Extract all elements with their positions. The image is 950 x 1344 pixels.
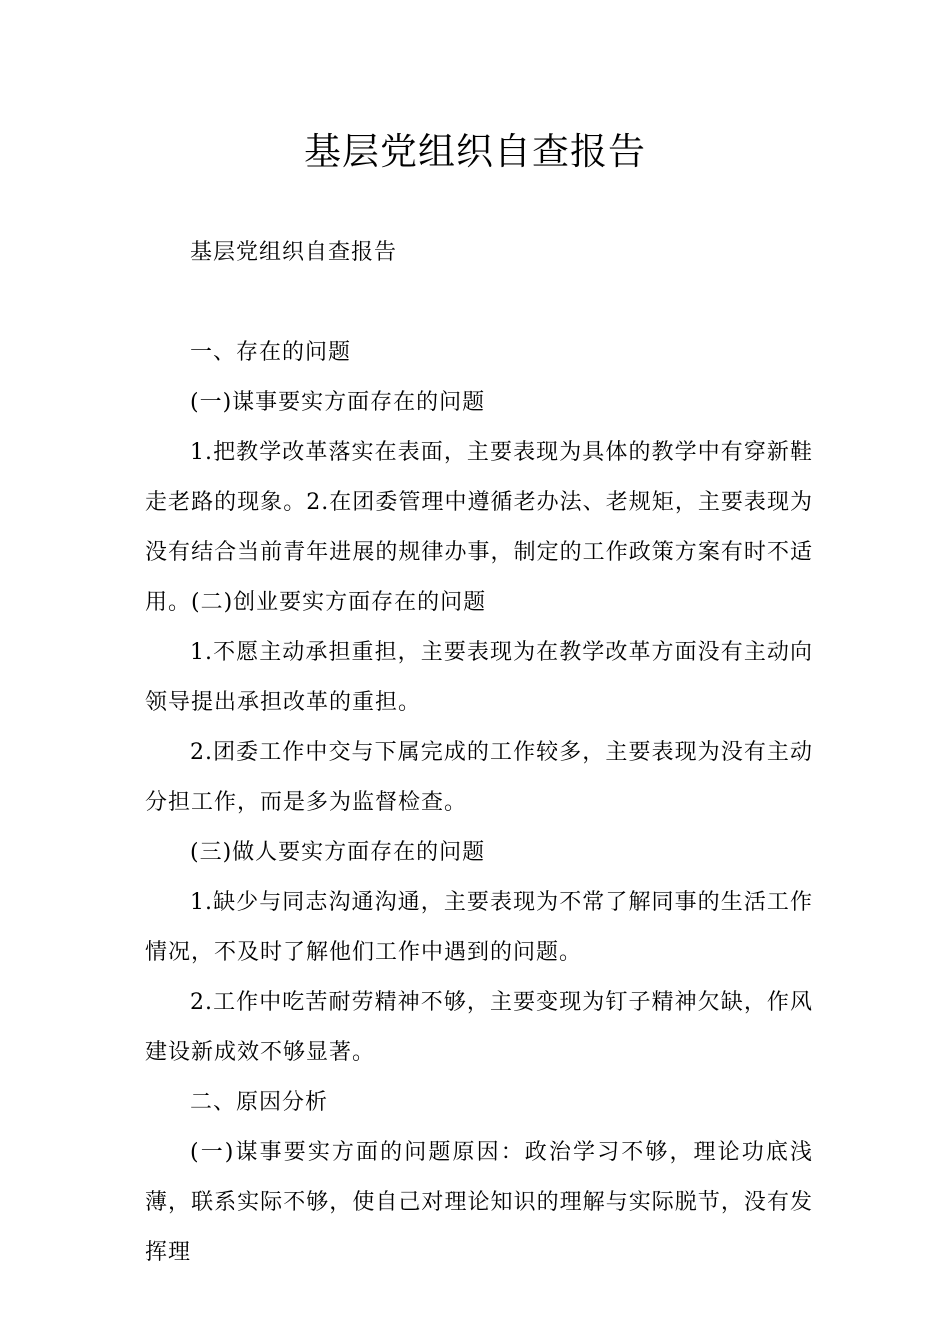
body-paragraph: 1.缺少与同志沟通沟通，主要表现为不常了解同事的生活工作情况，不及时了解他们工作中遇到的问题。: [145, 890, 813, 965]
body-paragraph: 2.团委工作中交与下属完成的工作较多，主要表现为没有主动分担工作，而是多为监督检查。: [145, 740, 813, 815]
body-paragraph: (一)谋事要实方面的问题原因：政治学习不够，理论功底浅薄，联系实际不够，使自己对理论知识的理解与实际脱节，没有发挥理: [145, 1140, 813, 1265]
subsection-heading: (三)做人要实方面存在的问题: [190, 840, 486, 865]
body-paragraph: 2.工作中吃苦耐劳精神不够，主要变现为钉子精神欠缺，作风建设新成效不够显著。: [145, 990, 813, 1065]
document-subtitle: 基层党组织自查报告: [190, 240, 398, 265]
body-paragraph: 1.把教学改革落实在表面，主要表现为具体的教学中有穿新鞋走老路的现象。2.在团委管理中遵循老办法、老规矩，主要表现为没有结合当前青年进展的规律办事，制定的工作政策方案有时不适用。(二)创业要实方面存在的问题: [145, 440, 813, 615]
document-title: 基层党组织自查报告: [304, 130, 646, 173]
body-paragraph: 1.不愿主动承担重担，主要表现为在教学改革方面没有主动向领导提出承担改革的重担。: [145, 640, 813, 715]
section-heading: 二、原因分析: [190, 1090, 329, 1115]
document-body: [145, 228, 813, 1278]
section-heading: 一、存在的问题: [190, 340, 352, 365]
subsection-heading: (一)谋事要实方面存在的问题: [190, 390, 486, 415]
blank-line: [145, 278, 813, 328]
